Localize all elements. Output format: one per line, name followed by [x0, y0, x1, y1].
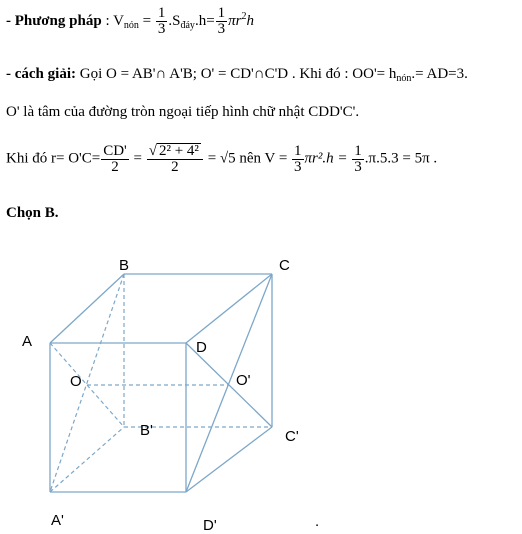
fraction-cd-over-2	[101, 144, 129, 175]
fraction-one-third	[156, 6, 168, 37]
stray-dot: .	[315, 513, 320, 530]
center-text: O' là tâm của đường tròn ngoại tiếp hình chữ nhật CDD'C'.	[6, 104, 360, 120]
calculation-line	[6, 143, 437, 175]
method-label: - Phương pháp	[6, 12, 102, 29]
radius-pre: Khi đó r= O'C=	[6, 150, 101, 167]
hidden-edge-Aprime-Bprime	[50, 427, 124, 492]
fraction-one-third-3	[292, 144, 304, 175]
h-var: h	[246, 12, 255, 29]
f4-num: 1	[354, 142, 362, 159]
sqrt-content: 2² + 4²	[158, 143, 199, 159]
label-A-prime: A'	[51, 512, 64, 529]
f1-den: 2	[111, 158, 119, 175]
f3-num: 1	[294, 142, 302, 159]
eq1: =	[129, 150, 146, 167]
fraction-one-third-2	[216, 6, 228, 37]
volume-end: .π.5.3 = 5π .	[364, 150, 438, 167]
label-B-prime: B'	[140, 422, 153, 439]
equals: =	[138, 12, 155, 29]
f2-num: √ 2² + 4²	[147, 143, 203, 160]
solution-label: - cách giải:	[6, 66, 76, 82]
eq2: = √5 nên V =	[203, 150, 292, 167]
frac-den: 3	[157, 21, 166, 37]
solution-tail: .= AD=3.	[411, 66, 468, 82]
pi-r: πr	[228, 12, 242, 29]
f3-den: 3	[294, 158, 302, 175]
f1-num: CD'	[103, 142, 127, 159]
frac2-den: 3	[217, 21, 226, 37]
f4-den: 3	[354, 158, 362, 175]
volume-subscript: nón	[123, 19, 139, 31]
solution-text: Gọi O = AB'∩ A'B; O' = CD'∩C'D . Khi đó : OO'= h	[75, 66, 397, 82]
height-subscript: nón	[396, 73, 412, 84]
frac-num: 1	[157, 5, 166, 21]
solution-line	[6, 66, 468, 84]
answer-text: Chọn B.	[6, 205, 59, 221]
label-D-prime: D'	[203, 517, 217, 534]
edge-D-C	[186, 274, 272, 343]
method-line	[6, 6, 254, 37]
label-C-prime: C'	[285, 428, 299, 445]
label-D: D	[196, 339, 207, 356]
area-subscript: đáy	[180, 19, 195, 31]
height-eq: .h=	[194, 12, 215, 29]
label-B: B	[119, 257, 130, 274]
label-O-prime: O'	[236, 372, 251, 389]
label-O: O	[70, 373, 82, 390]
answer-line	[6, 205, 59, 222]
volume-symbol: : V	[101, 12, 124, 29]
label-C: C	[279, 257, 290, 274]
cube-figure	[0, 234, 522, 534]
r-squared-exp: 2	[241, 10, 247, 22]
label-A: A	[22, 333, 33, 350]
fraction-one-third-4	[352, 144, 364, 175]
center-statement	[6, 104, 359, 121]
area-symbol: .S	[168, 12, 181, 29]
f2-den: 2	[171, 159, 179, 175]
frac2-num: 1	[217, 5, 226, 21]
volume-mid: πr².h =	[304, 150, 352, 167]
fraction-sqrt	[147, 143, 203, 175]
